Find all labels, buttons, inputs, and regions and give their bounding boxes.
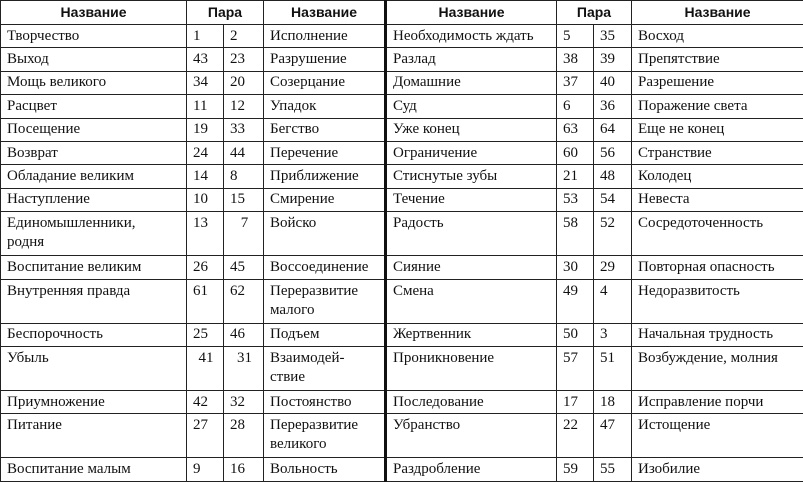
name-left-2: Убранство (386, 414, 557, 458)
pair-number-b: 44 (224, 141, 264, 164)
name-right-2: Колодец (632, 165, 803, 188)
pair-number-b: 23 (224, 48, 264, 71)
pair-number-d: 48 (594, 165, 632, 188)
name-left-2: Ограничение (386, 141, 557, 164)
table-row (1, 279, 803, 323)
header-pair-1: Пара (187, 1, 264, 25)
name-left: Обладание великим (1, 165, 187, 188)
name-left: Творчество (1, 25, 187, 48)
table-row (1, 458, 803, 481)
table-row (1, 212, 803, 256)
name-right-2: Невеста (632, 188, 803, 211)
name-right: Приближение (264, 165, 386, 188)
name-left: Питание (1, 414, 187, 458)
name-left-2: Суд (386, 95, 557, 118)
pair-number-d: 29 (594, 256, 632, 279)
pair-number-a: 9 (187, 458, 224, 481)
name-right: Постоянство (264, 390, 386, 413)
pair-number-b: 7 (224, 212, 264, 256)
pair-number-c: 6 (557, 95, 594, 118)
name-right: Смирение (264, 188, 386, 211)
name-left-2: Смена (386, 279, 557, 323)
name-right-2: Истощение (632, 414, 803, 458)
pair-number-a: 10 (187, 188, 224, 211)
pair-number-c: 38 (557, 48, 594, 71)
name-left-2: Домашние (386, 71, 557, 94)
name-left-2: Течение (386, 188, 557, 211)
name-left: Внутренняя правда (1, 279, 187, 323)
pair-number-d: 35 (594, 25, 632, 48)
name-right: Разрушение (264, 48, 386, 71)
pair-number-c: 59 (557, 458, 594, 481)
name-left: Расцвет (1, 95, 187, 118)
pair-number-b: 20 (224, 71, 264, 94)
name-right: Переразвитие малого (264, 279, 386, 323)
name-left-2: Необходимость ждать (386, 25, 557, 48)
header-name-3: Название (386, 1, 557, 25)
pair-number-a: 61 (187, 279, 224, 323)
header-name-4: Название (632, 1, 803, 25)
pair-number-d: 51 (594, 346, 632, 390)
pair-number-a: 26 (187, 256, 224, 279)
pair-number-c: 37 (557, 71, 594, 94)
name-right: Войско (264, 212, 386, 256)
name-left: Мощь великого (1, 71, 187, 94)
name-left: Воспитание малым (1, 458, 187, 481)
pair-number-a: 14 (187, 165, 224, 188)
pair-number-c: 22 (557, 414, 594, 458)
pair-number-b: 45 (224, 256, 264, 279)
table-row (1, 414, 803, 458)
table-row (1, 390, 803, 413)
pair-number-d: 36 (594, 95, 632, 118)
name-left: Посещение (1, 118, 187, 141)
pair-number-a: 42 (187, 390, 224, 413)
name-left-2: Проникновение (386, 346, 557, 390)
name-left: Воспитание великим (1, 256, 187, 279)
name-right-2: Препятствие (632, 48, 803, 71)
pair-number-c: 21 (557, 165, 594, 188)
pair-number-c: 63 (557, 118, 594, 141)
pair-number-a: 34 (187, 71, 224, 94)
pair-number-a: 41 (187, 346, 224, 390)
name-left: Приумножение (1, 390, 187, 413)
header-pair-2: Пара (557, 1, 632, 25)
name-left-2: Сияние (386, 256, 557, 279)
table-row (1, 71, 803, 94)
name-left: Беспорочность (1, 323, 187, 346)
name-left-2: Жертвенник (386, 323, 557, 346)
name-right: Подъем (264, 323, 386, 346)
name-right-2: Восход (632, 25, 803, 48)
name-right-2: Сосредоточенность (632, 212, 803, 256)
pair-number-c: 60 (557, 141, 594, 164)
table-row (1, 256, 803, 279)
name-right-2: Недоразвитость (632, 279, 803, 323)
table-row (1, 118, 803, 141)
pair-number-b: 16 (224, 458, 264, 481)
pair-number-d: 40 (594, 71, 632, 94)
name-left: Наступление (1, 188, 187, 211)
table-row (1, 25, 803, 48)
pair-number-b: 15 (224, 188, 264, 211)
pair-number-a: 19 (187, 118, 224, 141)
pair-number-c: 50 (557, 323, 594, 346)
name-left: Возврат (1, 141, 187, 164)
name-right-2: Изобилие (632, 458, 803, 481)
pair-number-b: 12 (224, 95, 264, 118)
pair-number-b: 33 (224, 118, 264, 141)
name-right-2: Начальная трудность (632, 323, 803, 346)
pair-number-d: 39 (594, 48, 632, 71)
table-row (1, 346, 803, 390)
pair-number-d: 3 (594, 323, 632, 346)
name-left: Единомышленники, родня (1, 212, 187, 256)
pair-number-a: 1 (187, 25, 224, 48)
pair-number-c: 49 (557, 279, 594, 323)
pair-number-c: 53 (557, 188, 594, 211)
pair-number-b: 2 (224, 25, 264, 48)
pair-number-a: 25 (187, 323, 224, 346)
pair-number-c: 17 (557, 390, 594, 413)
pair-number-a: 13 (187, 212, 224, 256)
pair-number-c: 57 (557, 346, 594, 390)
name-right: Перечение (264, 141, 386, 164)
pair-number-a: 27 (187, 414, 224, 458)
table-row (1, 141, 803, 164)
name-right: Исполнение (264, 25, 386, 48)
name-right-2: Разрешение (632, 71, 803, 94)
name-left-2: Разлад (386, 48, 557, 71)
pair-number-d: 18 (594, 390, 632, 413)
pair-number-a: 11 (187, 95, 224, 118)
table-row (1, 188, 803, 211)
pair-number-c: 58 (557, 212, 594, 256)
name-right: Бегство (264, 118, 386, 141)
name-right-2: Странствие (632, 141, 803, 164)
header-name-1: Название (1, 1, 187, 25)
name-right-2: Возбуждение, молния (632, 346, 803, 390)
pair-number-d: 54 (594, 188, 632, 211)
table-row (1, 165, 803, 188)
name-left-2: Раздробление (386, 458, 557, 481)
name-left: Убыль (1, 346, 187, 390)
pair-number-d: 64 (594, 118, 632, 141)
pair-number-d: 4 (594, 279, 632, 323)
name-right: Упадок (264, 95, 386, 118)
pair-number-a: 43 (187, 48, 224, 71)
table-row (1, 48, 803, 71)
name-right-2: Еще не конец (632, 118, 803, 141)
header-name-2: Название (264, 1, 386, 25)
name-left-2: Уже конец (386, 118, 557, 141)
name-right: Созерцание (264, 71, 386, 94)
pair-number-c: 30 (557, 256, 594, 279)
table-row (1, 95, 803, 118)
pair-number-b: 31 (224, 346, 264, 390)
header-row (1, 1, 803, 25)
pair-number-b: 8 (224, 165, 264, 188)
pair-number-d: 55 (594, 458, 632, 481)
name-right: Воссоединение (264, 256, 386, 279)
name-left: Выход (1, 48, 187, 71)
name-right: Взаимодей- ствие (264, 346, 386, 390)
table-body (1, 25, 803, 482)
name-right-2: Поражение света (632, 95, 803, 118)
pair-number-b: 32 (224, 390, 264, 413)
name-right-2: Повторная опасность (632, 256, 803, 279)
table-row (1, 323, 803, 346)
pair-number-d: 52 (594, 212, 632, 256)
pair-number-c: 5 (557, 25, 594, 48)
pair-number-b: 46 (224, 323, 264, 346)
name-left-2: Последование (386, 390, 557, 413)
pair-number-d: 56 (594, 141, 632, 164)
pair-number-a: 24 (187, 141, 224, 164)
name-right: Вольность (264, 458, 386, 481)
name-left-2: Стиснутые зубы (386, 165, 557, 188)
pair-number-d: 47 (594, 414, 632, 458)
name-left-2: Радость (386, 212, 557, 256)
name-right: Переразвитие великого (264, 414, 386, 458)
pair-number-b: 28 (224, 414, 264, 458)
name-right-2: Исправление порчи (632, 390, 803, 413)
pair-number-b: 62 (224, 279, 264, 323)
